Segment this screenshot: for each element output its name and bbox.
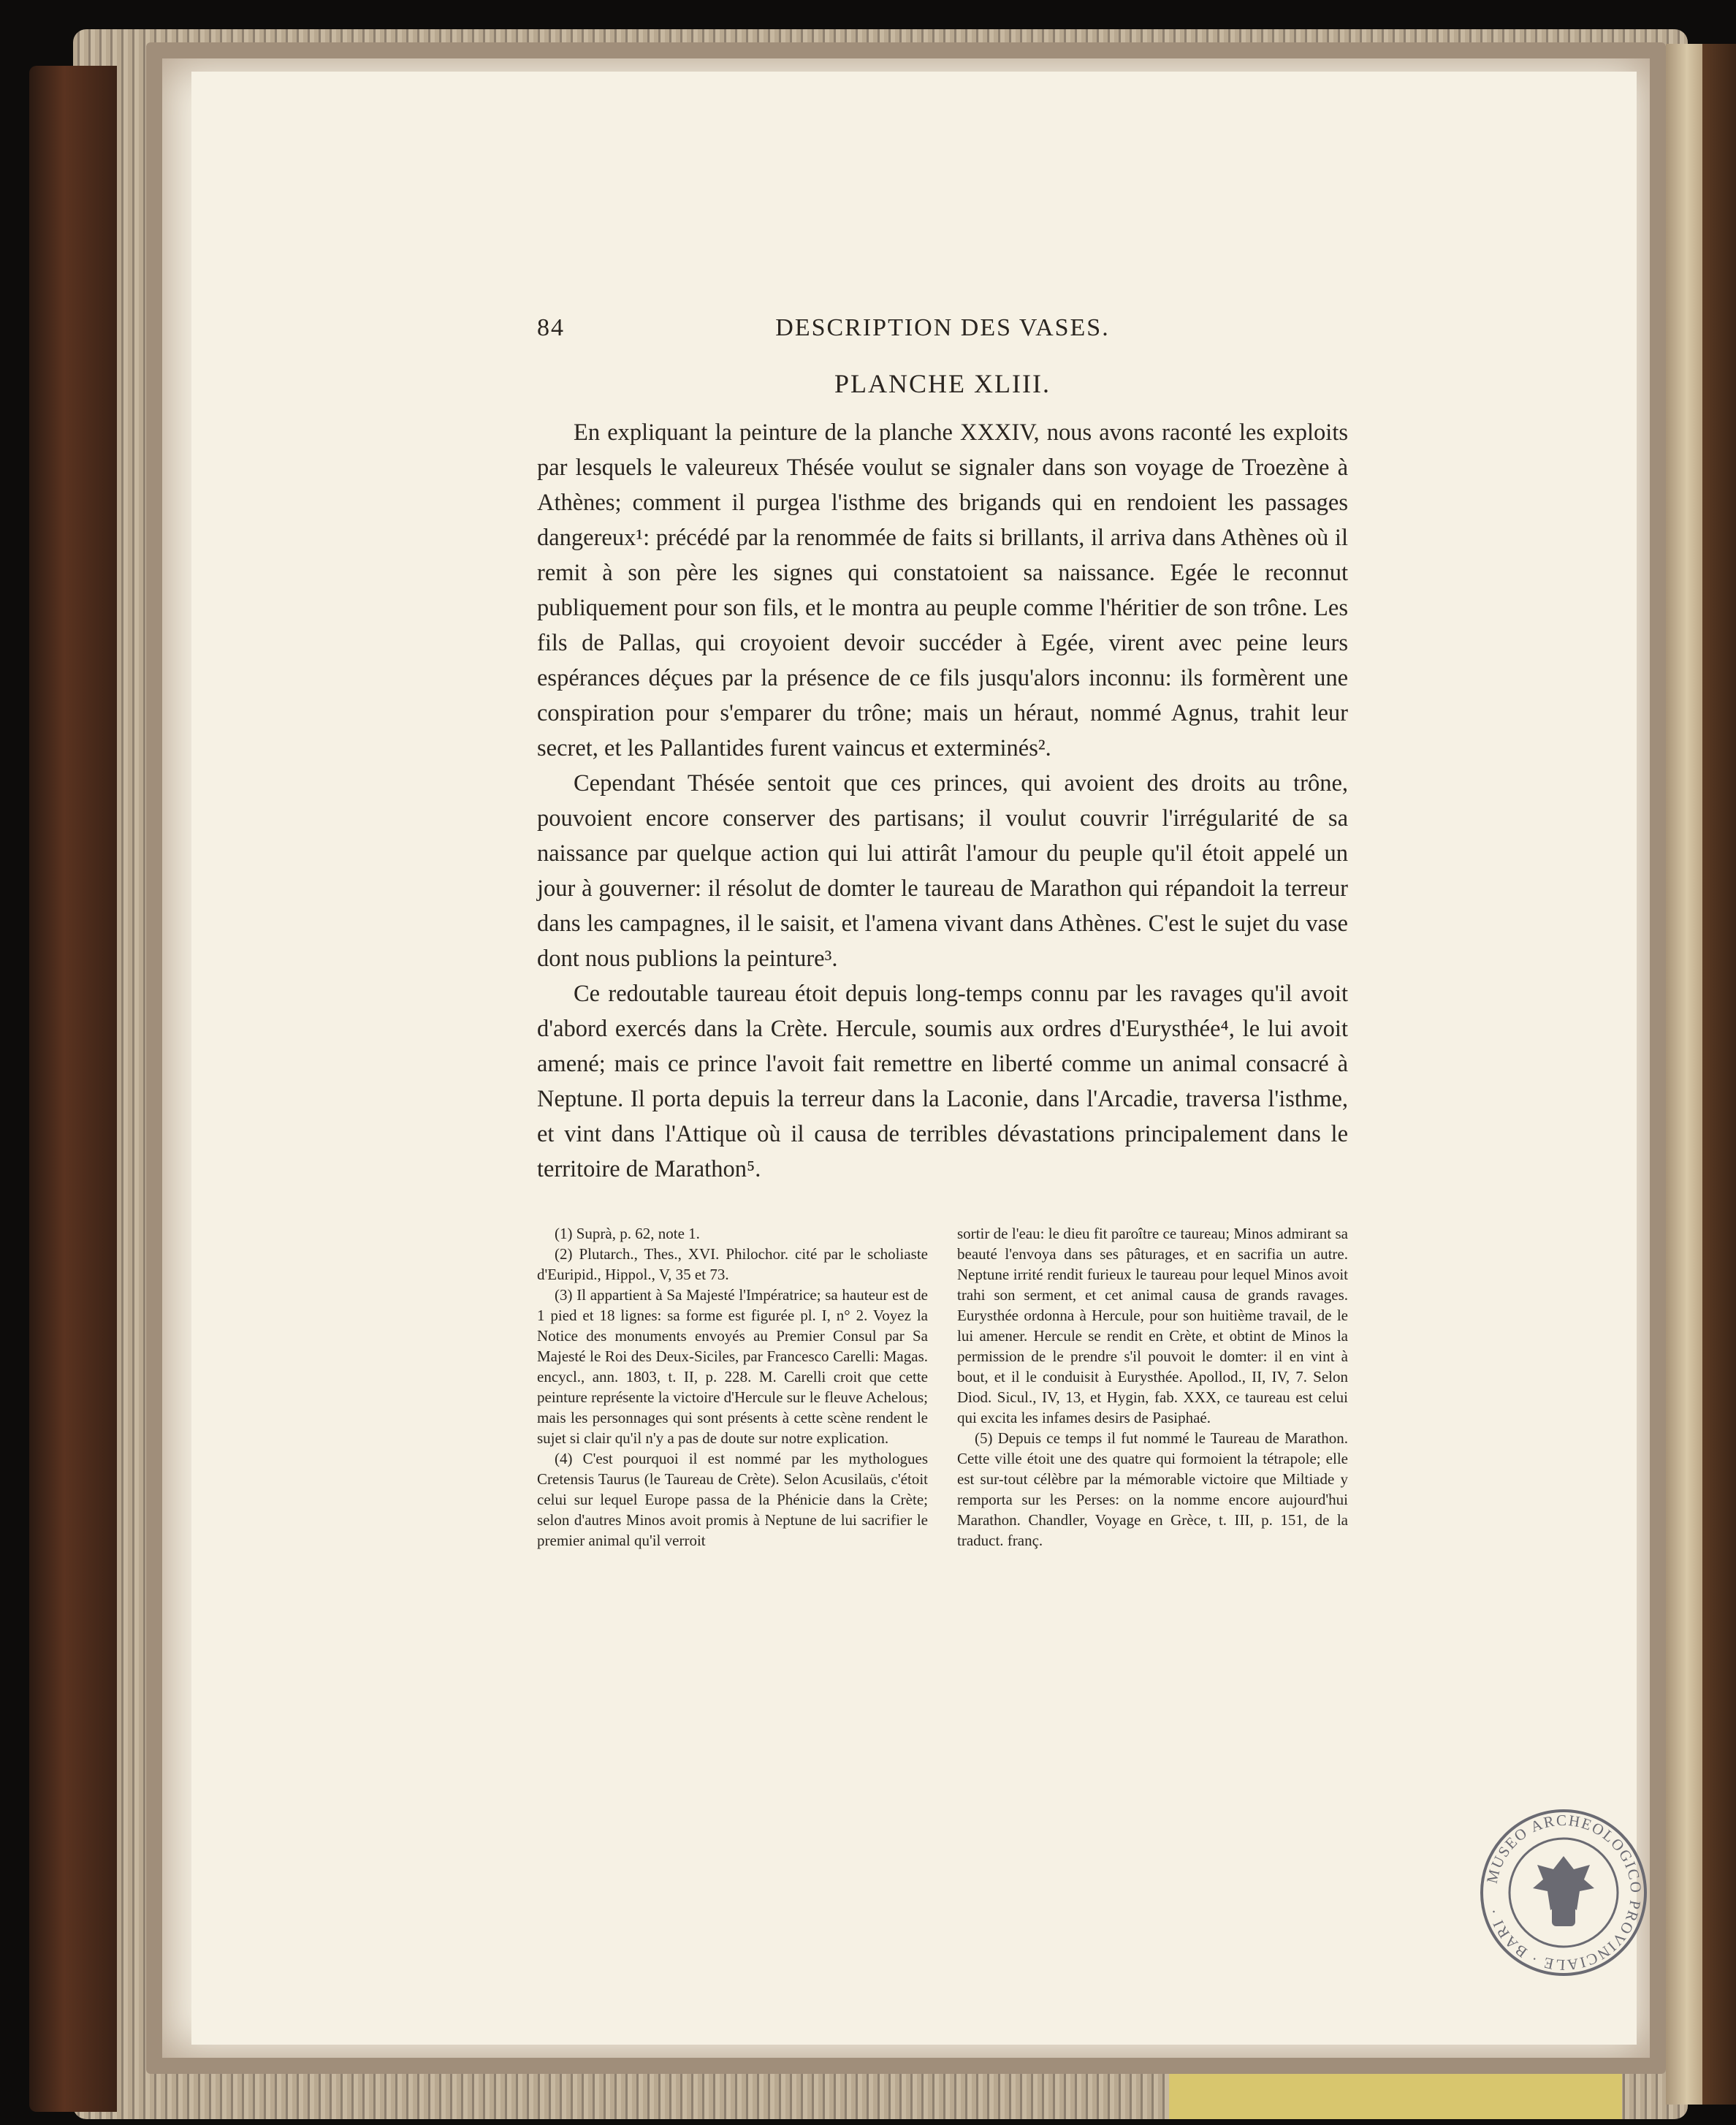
footnote: (2) Plutarch., Thes., XVI. Philochor. cité par le scholiaste d'Euripid., Hippol., V, 35 et 73. xyxy=(537,1245,928,1283)
footnote: (1) Suprà, p. 62, note 1. xyxy=(555,1225,700,1242)
book-cover-left xyxy=(29,66,117,2112)
plate-title: PLANCHE XLIII. xyxy=(834,369,1051,398)
footnote: (4) C'est pourquoi il est nommé par les mythologues Cretensis Taurus (le Taureau de Crète). Selon Acusilaüs, c'étoit celui sur lequel Europe passa de la Phénicie dans la Crète; selon d'autres Minos avoit promis à Neptune de lui sacrifier le premier animal qu'il verroit xyxy=(537,1450,928,1549)
bookmark-strip xyxy=(1169,2068,1622,2119)
text-block xyxy=(537,314,1348,1551)
footnote: (5) Depuis ce temps il fut nommé le Taureau de Marathon. Cette ville étoit une des quatre qui formoient la tétrapole; elle est sur-tout célèbre par la mémorable victoire que Miltiade y remporta sur les Perses: on la nomme encore aujourd'hui Marathon. Chandler, Voyage en Grèce, t. III, p. 151, de la traduct. franç. xyxy=(957,1429,1348,1549)
stamp-text: MUSEO ARCHEOLOGICO PROVINCIALE · BARI · xyxy=(1482,1811,1645,1974)
footnote: (3) Il appartient à Sa Majesté l'Impératrice; sa hauteur est de 1 pied et 18 lignes: sa forme est figurée pl. I, n° 2. Voyez la Notice des monuments envoyés au Premier Consul par Sa Majesté le Roi des Deux-Siciles, par Francesco Carelli: Magas. encycl., ann. 1803, t. II, p. 228. M. Carelli croit que cette peinture représente la victoire d'Hercule sur le fleuve Achelous; mais les personnages qui sont présents à cette scène rendent le sujet si clair qu'il n'y a pas de doute sur notre explication. xyxy=(537,1286,928,1447)
museum-stamp xyxy=(1476,1805,1651,1980)
footnote-continued: sortir de l'eau: le dieu fit paroître ce taureau; Minos admirant sa beauté l'envoya dans ses pâturages, et en sacrifia un autre. Neptune irrité rendit furieux le taureau pour lequel Minos avoit trahi son serment, et cet animal causa de grands ravages. Eurysthée ordonna à Hercule, pour son huitième travail, de le lui amener. Hercule se rendit en Crète, et obtint de Minos la permission de le prendre s'il pouvoit le domter: il en vint à bout, et il le conduisit à Eurysthée. Apollod., II, IV, 7. Selon Diod. Sicul., IV, 13, et Hygin, fab. XXX, ce taureau est celui qui excita les infames desirs de Pasiphaé. xyxy=(957,1225,1348,1426)
footnotes-left-column xyxy=(537,1223,928,1551)
paragraph: Cependant Thésée sentoit que ces princes, qui avoient des droits au trône, pouvoient encore conserver des partisans; il voulut couvrir l'irrégularité de sa naissance par quelque action qui lui attirât l'amour du peuple qu'il étoit appelé un jour à gouverner: il résolut de domter le taureau de Marathon qui répandoit la terreur dans les campagnes, il le saisit, et l'amena vivant dans Athènes. C'est le sujet du vase dont nous publions la peinture³. xyxy=(537,770,1348,972)
eagle-emblem-icon xyxy=(1533,1856,1594,1926)
running-title: DESCRIPTION DES VASES. xyxy=(775,314,1110,341)
footnotes-right-column xyxy=(957,1223,1348,1551)
paragraph: Ce redoutable taureau étoit depuis long-temps connu par les ravages qu'il avoit d'abord exercés dans la Crète. Hercule, soumis aux ordres d'Eurysthée⁴, le lui avoit amené; mais ce prince l'avoit fait remettre en liberté comme un animal consacré à Neptune. Il porta depuis la terreur dans la Laconie, dans l'Arcadie, traversa l'isthme, et vint dans l'Attique où il causa de terribles dévastations principalement dans le territoire de Marathon⁵. xyxy=(537,981,1348,1182)
footnotes xyxy=(537,1223,1348,1551)
running-head xyxy=(537,314,1348,358)
paragraph: En expliquant la peinture de la planche XXXIV, nous avons raconté les exploits par lesquels le valeureux Thésée voulut se signaler dans son voyage de Troezène à Athènes; comment il purgea l'isthme des brigands qui en rendoient les passages dangereux¹: précédé par la renommée de faits si brillants, il arriva dans Athènes où il remit à son père les signes qui constatoient sa naissance. Egée le reconnut publiquement pour son fils, et le montra au peuple comme l'héritier de son trône. Les fils de Pallas, qui croyoient devoir succéder à Egée, virent avec peine leurs espérances déçues par la présence de ce fils jusqu'alors inconnu: ils formèrent une conspiration pour s'emparer du trône; mais un héraut, nommé Agnus, trahit leur secret, et les Pallantides furent vaincus et exterminés². xyxy=(537,419,1348,761)
book-cover-right xyxy=(1702,44,1736,2105)
page-number: 84 xyxy=(537,314,565,341)
